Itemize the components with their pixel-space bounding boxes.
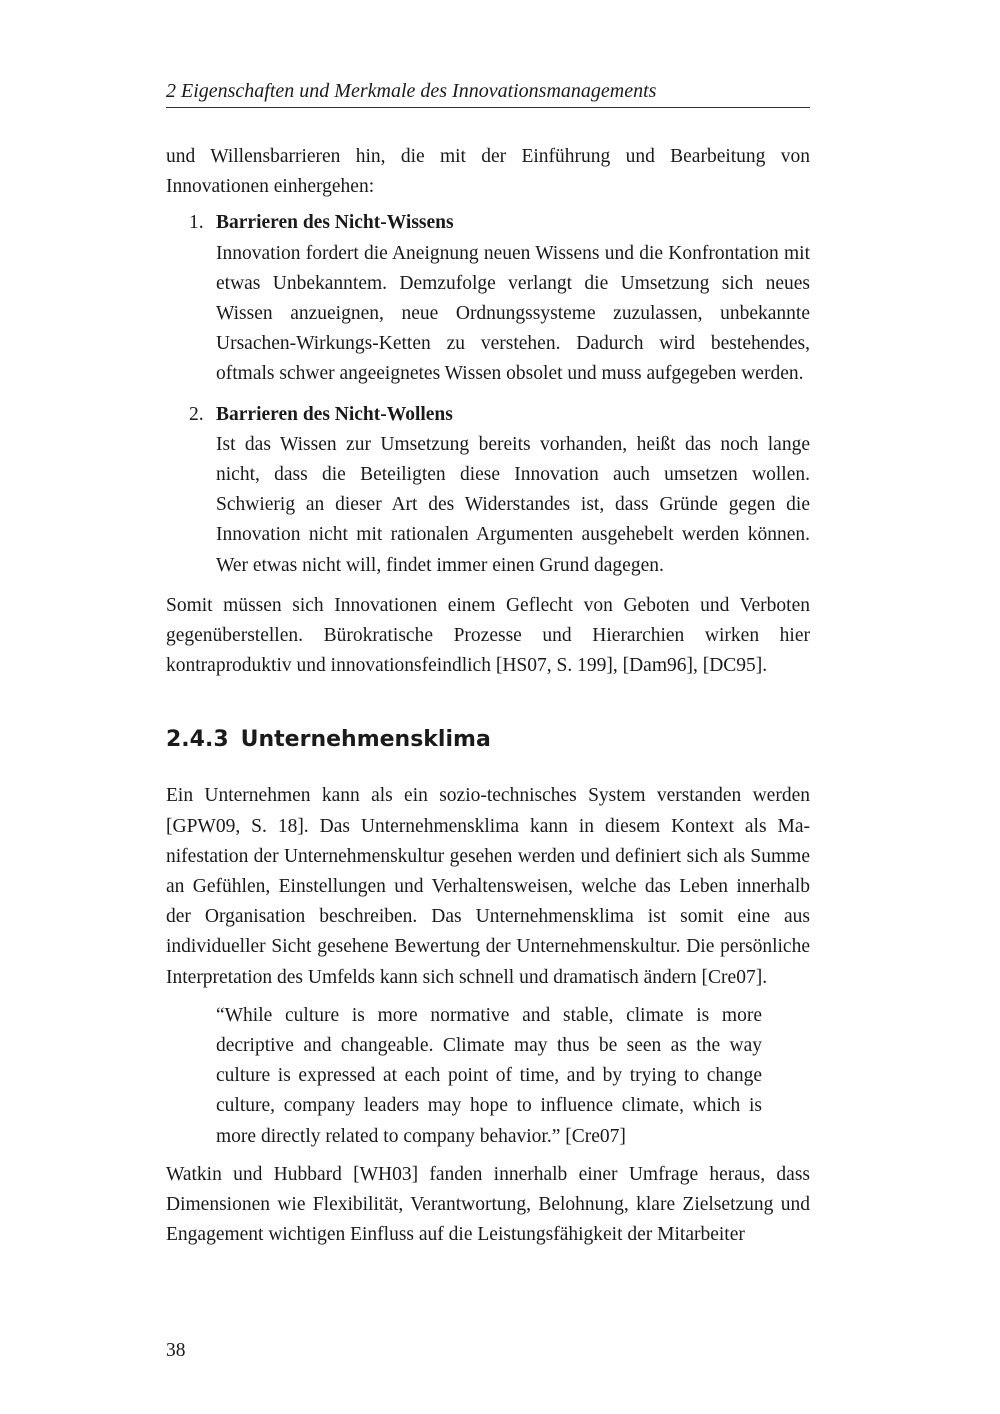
section-title: Unternehmensklima [240, 727, 491, 753]
list-item [166, 400, 810, 581]
running-header: 2 Eigenschaften und Merkmale des Innovationsmanagements [166, 78, 810, 108]
body-text [166, 142, 810, 1251]
block-quote: “While culture is more normative and stable, climate is more decriptive and changeable. Climate may thus be seen as the way culture is expressed at each point of time, and by trying to change culture, company leaders may hope to influence climate, which is more directly related to company behavior.” [Cre07] [216, 1004, 762, 1147]
list-item-number: 2. [189, 403, 204, 425]
final-paragraph: Watkin und Hubbard [WH03] fanden innerhalb einer Umfrage heraus, dass Dimensionen wie Flexibilität, Verantwortung, Belohnung, klare Zielsetzung und Engagement wichtigen Einfluss auf die Leistungsfähigkeit der Mitarbeiter [166, 1163, 810, 1246]
section-paragraph: Ein Unternehmen kann als ein sozio-technisches System verstanden werden [GPW09, S. 18]. Das Unternehmensklima kann in diesem Kontext als Manifestation der Unternehmenskultur gesehen werden und definiert sich als Summe an Gefühlen, Einstellungen und Verhaltensweisen, welche das Leben innerhalb der Organisation beschreiben. Das Unternehmensklima ist somit eine aus individueller Sicht gesehene Bewertung der Unternehmenskultur. Die persönliche Interpretation des Umfelds kann sich schnell und dramatisch ändern [Cre07]. [166, 785, 810, 988]
list-item [166, 208, 810, 389]
list-item-title: Barrieren des Nicht-Wissens [216, 212, 454, 234]
list-item-text: Innovation fordert die Aneignung neuen Wissens und die Konfrontation mit etwas Unbekanntem. Demzufolge verlangt die Umsetzung sich neues Wissen anzueignen, neue Ordnungssysteme zuzulassen, unbekannte Ursachen-Wirkungs-Ketten zu verstehen. Dadurch wird bestehendes, oftmals schwer angeeignetes Wissen obsolet und muss aufgegeben werden. [216, 242, 810, 385]
page-number: 38 [166, 1340, 186, 1361]
conclusion-paragraph: Somit müssen sich Innovationen einem Geflecht von Geboten und Verboten gegenüberstellen. Bürokratische Prozesse und Hierarchien wirken hier kontraproduktiv und innovationsfeindlich [HS07, S. 199], [Dam96], [DC95]. [166, 594, 810, 677]
intro-paragraph: und Willensbarrieren hin, die mit der Einführung und Bearbeitung von Innovationen einhergehen: [166, 146, 810, 198]
section-number: 2.4.3 [166, 727, 229, 753]
list-item-number: 1. [189, 212, 204, 234]
barrier-list [166, 208, 810, 580]
list-item-title: Barrieren des Nicht-Wollens [216, 403, 453, 425]
list-item-text: Ist das Wissen zur Umsetzung bereits vorhanden, heißt das noch lange nicht, dass die Beteiligten diese Innovation auch umsetzen wollen. Schwierig an dieser Art des Widerstandes ist, dass Gründe gegen die Innovation nicht mit rationalen Argumenten ausgehebelt werden können. Wer etwas nicht will, findet immer einen Grund dagegen. [216, 433, 810, 576]
section-heading [166, 725, 810, 755]
